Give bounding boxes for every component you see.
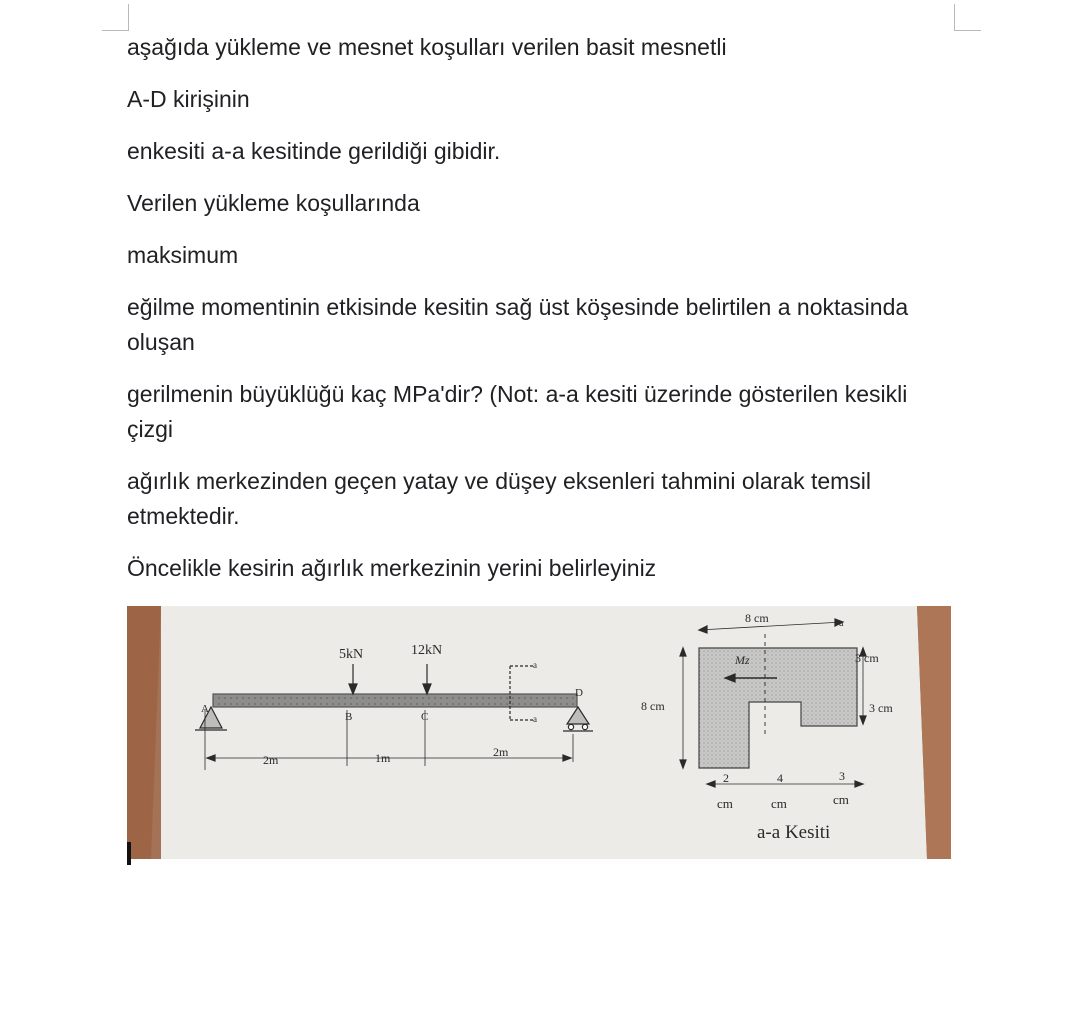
point-d-label: D [575,687,583,699]
paragraph: Öncelikle kesirin ağırlık merkezinin yerini belirleyiniz [127,555,657,581]
w1-unit: cm [717,796,733,811]
roller-wheel [568,724,573,729]
paragraph: eğilme momentinin etkisinde kesitin sağ üst köşesinde belirtilen a noktasinda oluşan [127,294,915,355]
section-mark-top: a [533,660,537,670]
roller-wheel [582,724,587,729]
span-bc-label: 1m [375,751,391,765]
w1-number: 2 [723,771,729,785]
paragraph: gerilmenin büyüklüğü kaç MPa'dir? (Not: a-a kesiti üzerinde gösterilen kesikli çizgi [127,381,914,442]
load-b-label: 5kN [339,647,364,662]
w2-number: 4 [777,771,783,785]
w3-unit: cm [833,792,849,807]
w3-number: 3 [839,769,845,783]
paragraph: enkesiti a-a kesitinde gerildiği gibidir. [127,138,501,164]
section-caption: a-a Kesiti [757,822,831,843]
page-corner-mark-top-left [102,4,129,31]
point-b-label: B [345,711,353,723]
wood-edge-left [127,606,161,859]
section-top-width-label: 8 cm [745,611,769,625]
paragraph: ağırlık merkezinden geçen yatay ve düşey eksenleri tahmini olarak temsil etmektedir. [127,468,878,529]
section-mark-bottom: a [533,714,537,724]
page-corner-mark-top-right [954,4,981,31]
point-a-label: A [201,703,209,715]
web-depth-label: 3 cm [869,701,893,715]
paragraph: Verilen yükleme koşullarında [127,190,420,216]
paragraph: A-D kirişinin [127,86,250,112]
w2-unit: cm [771,796,787,811]
paragraph: aşağıda yükleme ve mesnet koşulları verilen basit mesnetli [127,34,727,60]
section-point-a-label: a [839,618,844,629]
moment-label: Mz [735,653,750,667]
beam-a-d [213,694,577,707]
problem-figure-svg [127,606,951,859]
load-c-label: 12kN [411,643,443,658]
paragraph: maksimum [127,242,239,268]
point-c-label: C [421,711,429,723]
span-ab-label: 2m [263,753,279,767]
section-height-label: 8 cm [641,699,665,713]
embedded-problem-photo[interactable] [127,606,951,859]
document-body[interactable] [127,30,947,603]
span-cd-label: 2m [493,745,509,759]
flange-thickness-label: 3 cm [855,651,879,665]
text-cursor [127,842,131,865]
